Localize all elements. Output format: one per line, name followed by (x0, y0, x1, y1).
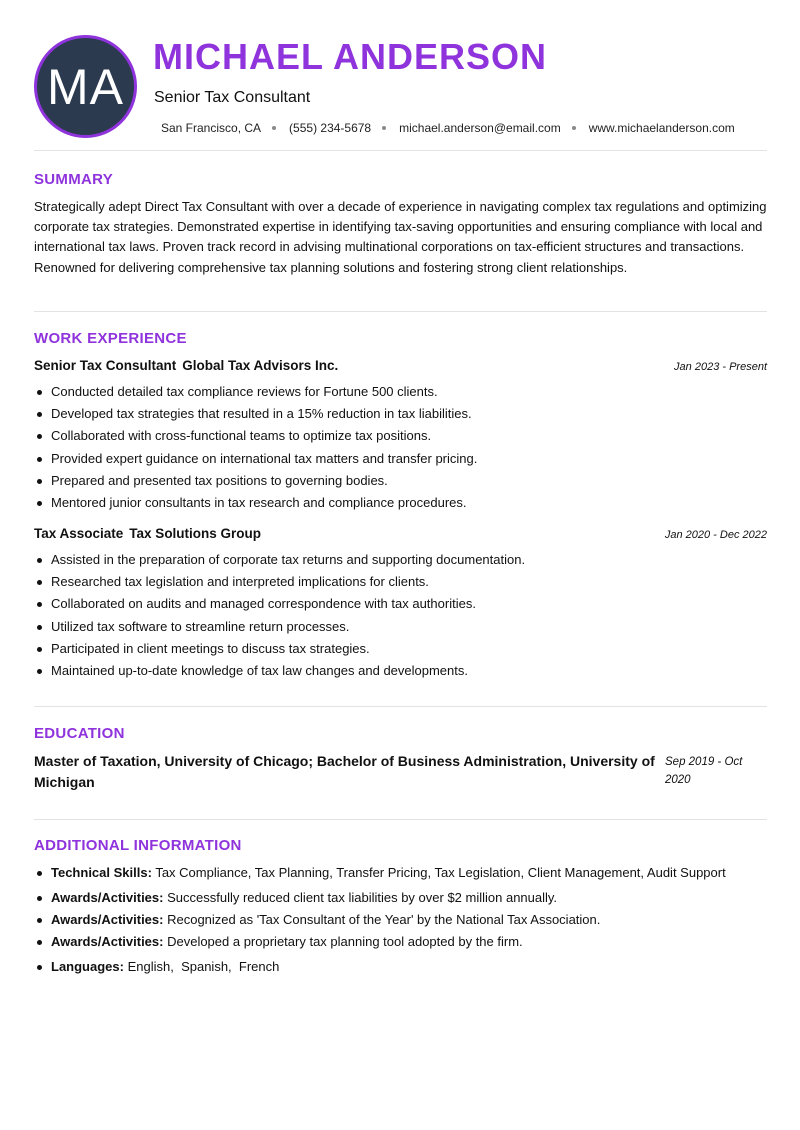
separator-dot (272, 126, 276, 130)
job-role: Tax Associate (34, 526, 124, 541)
item-label: Technical Skills: (51, 865, 152, 880)
contact-bar (161, 121, 735, 135)
list-item: Provided expert guidance on international tax matters and transfer pricing. (34, 448, 767, 470)
contact-email[interactable]: michael.anderson@email.com (399, 121, 561, 135)
item-label: Awards/Activities: (51, 890, 164, 905)
summary-text: Strategically adept Direct Tax Consultant with over a decade of experience in navigating complex tax regulations and optimizing corporate tax strategies. Demonstrated expertise in identifying tax-saving opportunities and ensuring compliance with local and international tax laws. Proven track record in advising multinational corporations on tax-efficient structures and transactions. Renowned for delivering comprehensive tax planning solutions and fostering strong client relationships. (34, 199, 767, 275)
list-item: Developed tax strategies that resulted in a 15% reduction in tax liabilities. (34, 403, 767, 425)
item-label: Languages: (51, 959, 124, 975)
education-heading: EDUCATION (34, 725, 125, 742)
contact-phone: (555) 234-5678 (289, 121, 372, 135)
divider (34, 150, 767, 151)
list-item (34, 956, 767, 978)
list-item (34, 862, 767, 887)
divider (34, 706, 767, 707)
avatar-initials: MA (47, 58, 124, 115)
list-item: Assisted in the preparation of corporate tax returns and supporting documentation. (34, 549, 767, 571)
item-value: English, Spanish, French (127, 959, 280, 975)
list-item: Participated in client meetings to discuss tax strategies. (34, 638, 767, 660)
item-label: Awards/Activities: (51, 912, 164, 928)
job-company: Tax Solutions Group (129, 526, 262, 541)
item-value: Tax Compliance, Tax Planning, Transfer Pricing, Tax Legislation, Client Management, Audit Support (155, 865, 726, 880)
item-label: Awards/Activities: (51, 934, 164, 950)
job-header (34, 526, 767, 541)
job-company: Global Tax Advisors Inc. (182, 358, 339, 373)
item-value: Developed a proprietary tax planning tool adopted by the firm. (167, 934, 523, 950)
job-bullets (34, 381, 767, 514)
item-value: Successfully reduced client tax liabilities by over $2 million annually. (167, 890, 558, 905)
separator-dot (572, 126, 576, 130)
list-item (34, 931, 767, 956)
additional-list (34, 862, 767, 979)
item-value: Recognized as 'Tax Consultant of the Year' by the National Tax Association. (167, 912, 601, 928)
education-dates: Sep 2019 - Oct 2020 (665, 756, 743, 786)
job-dates: Jan 2023 - Present (674, 361, 767, 373)
avatar (34, 35, 137, 138)
job-title (34, 358, 338, 373)
list-item: Mentored junior consultants in tax research and compliance procedures. (34, 492, 767, 514)
experience-heading: WORK EXPERIENCE (34, 330, 187, 347)
job-dates: Jan 2020 - Dec 2022 (664, 529, 767, 541)
contact-website[interactable]: www.michaelanderson.com (588, 121, 735, 135)
list-item: Researched tax legislation and interpreted implications for clients. (34, 571, 767, 593)
list-item: Collaborated on audits and managed correspondence with tax authorities. (34, 593, 767, 615)
list-item (34, 887, 767, 909)
list-item: Collaborated with cross-functional teams to optimize tax positions. (34, 425, 767, 447)
job-title (34, 526, 261, 541)
list-item: Maintained up-to-date knowledge of tax law changes and developments. (34, 660, 767, 682)
education-degree: Master of Taxation, University of Chicago; Bachelor of Business Administration, University of Michigan (34, 753, 655, 790)
additional-heading: ADDITIONAL INFORMATION (34, 837, 242, 854)
summary-heading: SUMMARY (34, 171, 114, 188)
job-header (34, 358, 767, 373)
job-bullets (34, 549, 767, 682)
contact-location: San Francisco, CA (161, 121, 262, 135)
list-item: Utilized tax software to streamline return processes. (34, 616, 767, 638)
list-item: Prepared and presented tax positions to governing bodies. (34, 470, 767, 492)
divider (34, 819, 767, 820)
candidate-name: MICHAEL ANDERSON (153, 36, 548, 77)
list-item (34, 909, 767, 931)
list-item: Conducted detailed tax compliance reviews for Fortune 500 clients. (34, 381, 767, 403)
candidate-title: Senior Tax Consultant (154, 89, 311, 106)
job-role: Senior Tax Consultant (34, 358, 177, 373)
divider (34, 311, 767, 312)
separator-dot (382, 126, 386, 130)
